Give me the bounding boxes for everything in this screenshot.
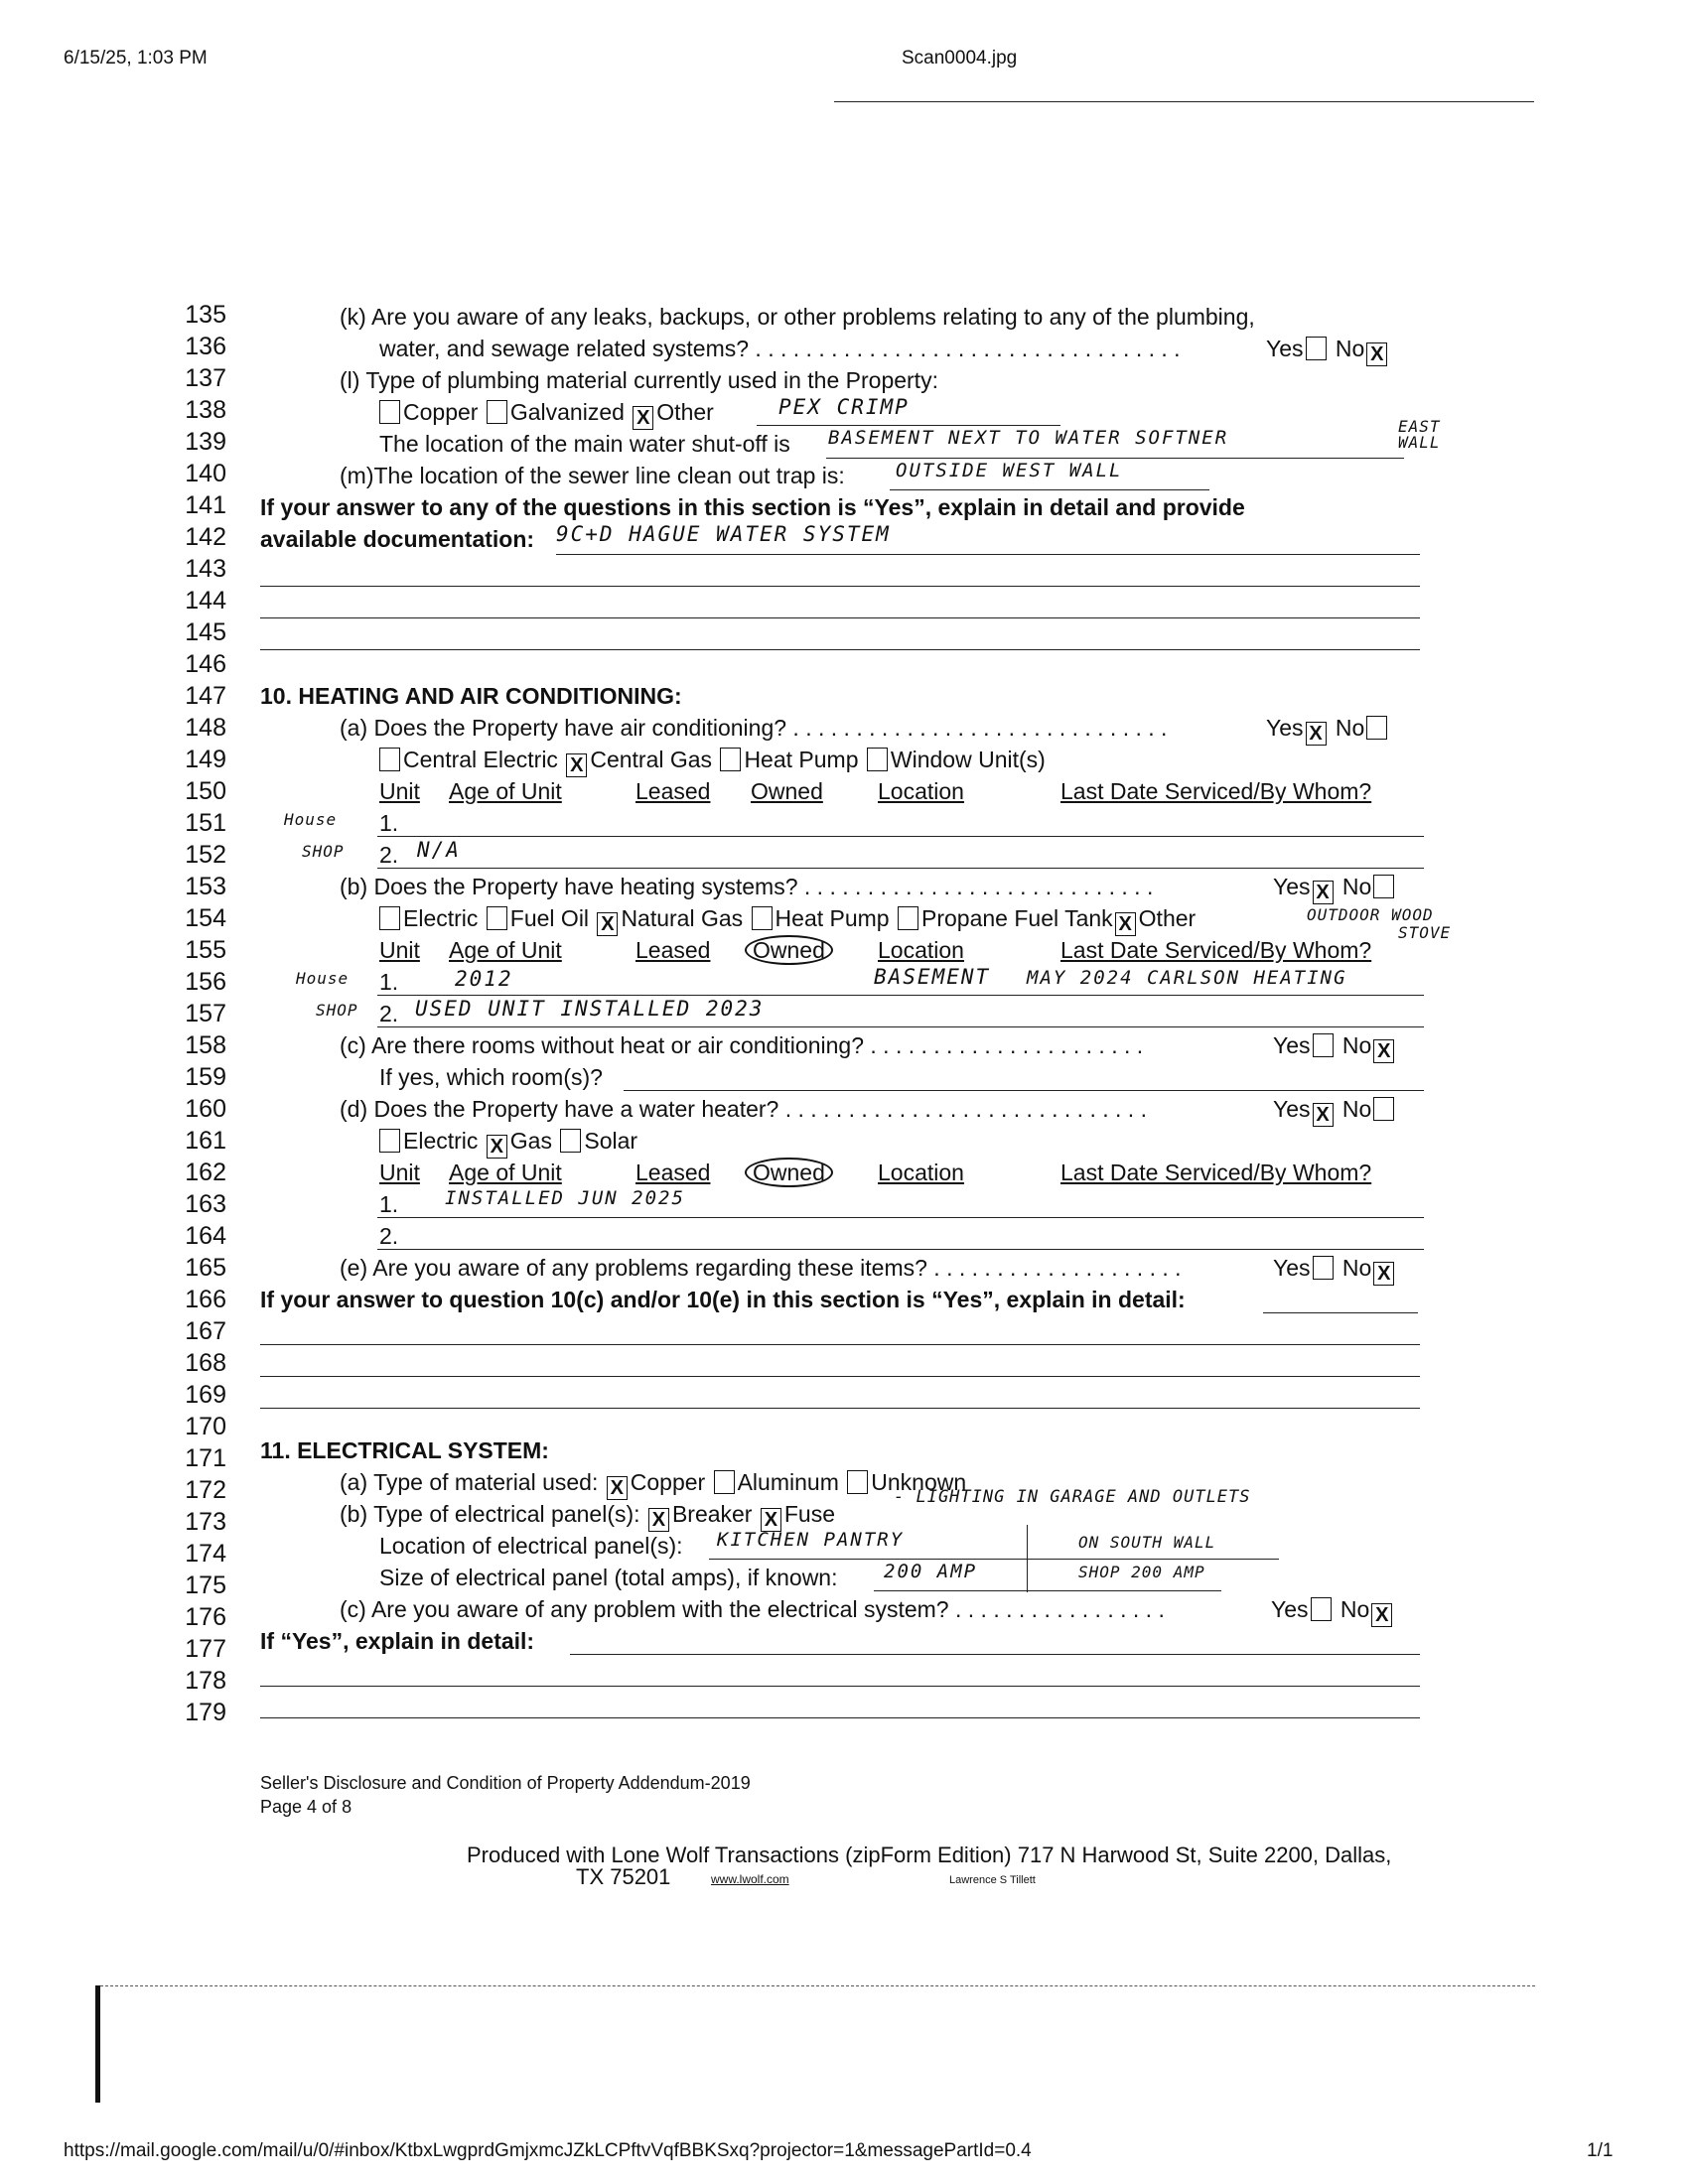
ac-unit1: 1.	[379, 810, 399, 836]
line-number: 161	[185, 1127, 226, 1155]
sewer-cleanout-value: OUTSIDE WEST WALL	[896, 460, 1123, 481]
panel-location-line	[709, 1559, 1279, 1560]
plumbing-other-line	[757, 425, 1060, 426]
central-gas-checkbox[interactable]: X	[566, 753, 587, 777]
explain-line-169	[260, 1408, 1420, 1409]
ac-unit1-line	[377, 836, 1424, 837]
heating-type-options: Electric Fuel Oil X Natural Gas Heat Pump Propane Fuel Tank X Other	[377, 903, 1196, 936]
line-number: 154	[185, 904, 226, 932]
line-number: 172	[185, 1476, 226, 1504]
unknown-wire-checkbox[interactable]	[847, 1470, 868, 1494]
heat-other-checkbox[interactable]: X	[1115, 912, 1136, 936]
section9-explain-line2: available documentation:	[260, 526, 535, 552]
explain-line-177	[570, 1654, 1420, 1655]
copper-wire-checkbox[interactable]: X	[607, 1476, 628, 1500]
explain-line-178	[260, 1686, 1420, 1687]
line-number: 153	[185, 873, 226, 900]
question-10c-yes-no: Yes No X	[1273, 1030, 1397, 1063]
line-number: 169	[185, 1381, 226, 1409]
wh-unit1-line	[377, 1217, 1424, 1218]
panel-location-label: Location of electrical panel(s):	[379, 1533, 683, 1559]
material-options: (a) Type of material used: X Copper Aluminum Unknown	[340, 1469, 967, 1499]
question-m: (m)The location of the sewer line clean out trap is:	[340, 463, 845, 488]
line-number: 139	[185, 428, 226, 456]
explain-line-167	[260, 1344, 1420, 1345]
question-10c: (c) Are there rooms without heat or air conditioning? . . . . . . . . . . . . . . . . . . . . . .	[340, 1032, 1144, 1058]
question-11c-yes-no: Yes No X	[1271, 1594, 1395, 1627]
line-number: 179	[185, 1699, 226, 1726]
10e-yes-checkbox[interactable]	[1313, 1256, 1334, 1280]
11c-yes-checkbox[interactable]	[1311, 1597, 1332, 1621]
line-number: 147	[185, 682, 226, 710]
agent-name: Lawrence S Tillett	[949, 1874, 1036, 1886]
k-yes-checkbox[interactable]	[1306, 337, 1327, 360]
window-unit-checkbox[interactable]	[867, 748, 888, 771]
explain-line-144	[260, 617, 1420, 618]
water-shutoff-line	[826, 458, 1404, 459]
line-number: 137	[185, 364, 226, 392]
line-number: 158	[185, 1031, 226, 1059]
ac-unit2-value: N/A	[417, 838, 461, 862]
panel-divider	[1027, 1525, 1028, 1592]
heat-unit1-line	[377, 995, 1424, 996]
ac-unit2-tag: SHOP	[302, 842, 345, 861]
form-name: Seller's Disclosure and Condition of Property Addendum-2019	[260, 1773, 751, 1793]
wh-unit2-number: 2.	[379, 1223, 399, 1249]
question-10d-yes-no: Yes X No	[1273, 1094, 1397, 1127]
heat-unit2-number: 2.	[379, 1001, 399, 1026]
wh-solar-checkbox[interactable]	[560, 1129, 581, 1153]
line-number: 142	[185, 523, 226, 551]
question-k-line2: water, and sewage related systems? . . . . . . . . . . . . . . . . . . . . . . . . . . . . . . . . . .	[379, 336, 1181, 361]
heat-unit1-location: BASEMENT	[874, 965, 991, 989]
heat-unit2-line	[377, 1026, 1424, 1027]
wh-unit2-line	[377, 1249, 1424, 1250]
heat-unit2-tag: SHOP	[316, 1001, 358, 1020]
10c-no-checkbox[interactable]: X	[1373, 1039, 1394, 1063]
line-number: 155	[185, 936, 226, 964]
line-number: 156	[185, 968, 226, 996]
line-number: 152	[185, 841, 226, 869]
heat-unit1-number: 1.	[379, 969, 399, 995]
10e-no-checkbox[interactable]: X	[1373, 1262, 1394, 1286]
panel-location-value2: ON SOUTH WALL	[1078, 1533, 1216, 1552]
question-10a: (a) Does the Property have air conditioning? . . . . . . . . . . . . . . . . . . . . . . . . . . . . . .	[340, 715, 1168, 741]
10a-no-checkbox[interactable]	[1366, 716, 1387, 740]
section11-explain: If “Yes”, explain in detail:	[260, 1628, 535, 1654]
fuse-checkbox[interactable]: X	[761, 1508, 781, 1532]
ac-type-options: Central Electric X Central Gas Heat Pump Window Unit(s)	[377, 745, 1046, 777]
ac-unit2-line	[377, 868, 1424, 869]
sewer-cleanout-line	[890, 489, 1209, 490]
10b-no-checkbox[interactable]	[1373, 875, 1394, 898]
line-number: 146	[185, 650, 226, 678]
11c-no-checkbox[interactable]: X	[1371, 1603, 1392, 1627]
question-10b: (b) Does the Property have heating systems? . . . . . . . . . . . . . . . . . . . . . . . . . . . .	[340, 874, 1154, 899]
page-number: Page 4 of 8	[260, 1797, 352, 1817]
line-number: 151	[185, 809, 226, 837]
10c-yes-checkbox[interactable]	[1313, 1033, 1334, 1057]
water-shutoff-label: The location of the main water shut-off is	[379, 431, 790, 457]
question-10c-rooms: If yes, which room(s)?	[379, 1064, 603, 1090]
ac-unit1-tag: House	[284, 810, 338, 829]
line-number: 141	[185, 491, 226, 519]
line-number: 162	[185, 1159, 226, 1186]
line-number: 140	[185, 460, 226, 487]
heat-other-value2: STOVE	[1398, 923, 1452, 942]
line-number: 173	[185, 1508, 226, 1536]
explain-line-179	[260, 1717, 1420, 1718]
line-number: 136	[185, 333, 226, 360]
heat-natural-gas-checkbox[interactable]: X	[597, 912, 618, 936]
section10-title: 10. HEATING AND AIR CONDITIONING:	[260, 683, 682, 709]
aluminum-wire-checkbox[interactable]	[714, 1470, 735, 1494]
galvanized-checkbox[interactable]	[487, 400, 507, 424]
panel-size-value: 200 AMP	[884, 1561, 978, 1582]
heat-other-value: OUTDOOR WOOD	[1307, 905, 1434, 924]
print-url: https://mail.google.com/mail/u/0/#inbox/KtbxLwgprdGmjxmcJZkLCPftvVqfBBKSxq?projector=1&messagePartId=0.4	[64, 2140, 1032, 2161]
10d-yes-checkbox[interactable]: X	[1313, 1103, 1334, 1127]
heat-propane-checkbox[interactable]	[898, 906, 918, 930]
scan-left-bar	[95, 1985, 100, 2103]
line-number: 160	[185, 1095, 226, 1123]
question-10e: (e) Are you aware of any problems regarding these items? . . . . . . . . . . . . . . . . . . . .	[340, 1255, 1182, 1281]
wh-unit1-number: 1.	[379, 1191, 399, 1217]
plumbing-material-options: Copper Galvanized X Other	[377, 397, 714, 430]
scan-top-edge	[834, 101, 1534, 102]
line-number: 157	[185, 1000, 226, 1027]
line-number: 135	[185, 301, 226, 329]
heat-unit1-service: MAY 2024 CARLSON HEATING	[1027, 967, 1347, 989]
line-number: 150	[185, 777, 226, 805]
panel-location-value: KITCHEN PANTRY	[717, 1529, 905, 1551]
question-k-line1: (k) Are you aware of any leaks, backups, or other problems relating to any of the plumbing,	[340, 304, 1255, 330]
wh-electric-checkbox[interactable]	[379, 1129, 400, 1153]
10d-no-checkbox[interactable]	[1373, 1097, 1394, 1121]
question-10b-yes-no: Yes X No	[1273, 872, 1397, 904]
other-checkbox[interactable]: X	[633, 406, 653, 430]
question-11c: (c) Are you aware of any problem with the electrical system? . . . . . . . . . . . . . . . . .	[340, 1596, 1165, 1622]
section11-title: 11. ELECTRICAL SYSTEM:	[260, 1437, 549, 1463]
10a-yes-checkbox[interactable]: X	[1306, 722, 1327, 746]
line-number: 163	[185, 1190, 226, 1218]
explain-line-166	[1263, 1312, 1418, 1313]
line-number: 164	[185, 1222, 226, 1250]
line-number: 167	[185, 1317, 226, 1345]
heat-unit1-age: 2012	[455, 967, 513, 991]
water-shutoff-value: BASEMENT NEXT TO WATER SOFTNER	[828, 427, 1229, 449]
line-number: 171	[185, 1444, 226, 1472]
explain-line-143	[260, 586, 1420, 587]
line-number: 177	[185, 1635, 226, 1663]
section10-explain: If your answer to question 10(c) and/or 10(e) in this section is “Yes”, explain in detail:	[260, 1287, 1186, 1312]
central-electric-checkbox[interactable]	[379, 748, 400, 771]
panel-size-value2: SHOP 200 AMP	[1078, 1563, 1205, 1581]
10b-yes-checkbox[interactable]: X	[1313, 881, 1334, 904]
panel-size-line	[874, 1590, 1221, 1591]
heat-electric-checkbox[interactable]	[379, 906, 400, 930]
heat-pump-checkbox[interactable]	[752, 906, 773, 930]
section9-explain-line1: If your answer to any of the questions in this section is “Yes”, explain in detail and provide	[260, 494, 1245, 520]
line-number: 165	[185, 1254, 226, 1282]
line-number: 138	[185, 396, 226, 424]
produced-with-line2: TX 75201	[576, 1864, 671, 1889]
line-number: 170	[185, 1413, 226, 1440]
water-heater-options: Electric X Gas Solar	[377, 1126, 637, 1159]
print-page-count: 1/1	[1587, 2140, 1614, 2161]
print-datetime: 6/15/25, 1:03 PM	[64, 48, 208, 68]
heat-unit1-tag: House	[296, 969, 350, 988]
explain-line-168	[260, 1376, 1420, 1377]
line-number: 145	[185, 618, 226, 646]
line-number: 178	[185, 1667, 226, 1695]
line-number: 174	[185, 1540, 226, 1568]
line-number: 143	[185, 555, 226, 583]
wh-unit1-value: INSTALLED JUN 2025	[445, 1187, 685, 1209]
breaker-checkbox[interactable]: X	[648, 1508, 669, 1532]
line-number: 159	[185, 1063, 226, 1091]
wh-gas-checkbox[interactable]: X	[487, 1135, 507, 1159]
line-number: 148	[185, 714, 226, 742]
heat-pump-checkbox[interactable]	[720, 748, 741, 771]
produced-with: Produced with Lone Wolf Transactions (zipForm Edition) 717 N Harwood St, Suite 2200, Dallas,	[467, 1843, 1392, 1867]
plumbing-other-value: PEX CRIMP	[778, 395, 910, 419]
heat-fuel-oil-checkbox[interactable]	[487, 906, 507, 930]
panel-size-label: Size of electrical panel (total amps), if known:	[379, 1565, 838, 1590]
line-number: 166	[185, 1286, 226, 1313]
fuse-note: - LIGHTING IN GARAGE AND OUTLETS	[894, 1487, 1251, 1507]
k-no-checkbox[interactable]: X	[1366, 342, 1387, 366]
line-number: 175	[185, 1571, 226, 1599]
question-10d: (d) Does the Property have a water heater? . . . . . . . . . . . . . . . . . . . . . . . . . . . . .	[340, 1096, 1147, 1122]
line-number: 176	[185, 1603, 226, 1631]
explain-line-142	[556, 554, 1420, 555]
panel-options: (b) Type of electrical panel(s): X Breaker X Fuse	[340, 1501, 836, 1531]
line-number: 168	[185, 1349, 226, 1377]
copper-checkbox[interactable]	[379, 400, 400, 424]
line-number: 144	[185, 587, 226, 614]
water-shutoff-note: EAST WALL	[1398, 417, 1441, 452]
explain-line-145	[260, 649, 1420, 650]
section9-explain-value: 9C+D HAGUE WATER SYSTEM	[556, 522, 891, 546]
line-number: 149	[185, 746, 226, 773]
rooms-line	[624, 1090, 1424, 1091]
question-10e-yes-no: Yes No X	[1273, 1253, 1397, 1286]
scan-bottom-edge	[95, 1985, 1535, 1986]
question-l: (l) Type of plumbing material currently used in the Property:	[340, 367, 938, 393]
question-10a-yes-no: Yes X No	[1266, 713, 1390, 746]
question-k-yes-no: Yes No X	[1266, 334, 1390, 366]
print-filename: Scan0004.jpg	[902, 48, 1018, 68]
heat-unit2-value: USED UNIT INSTALLED 2023	[415, 997, 765, 1021]
lwolf-link[interactable]: www.lwolf.com	[711, 1872, 789, 1886]
ac-unit2: 2.	[379, 842, 399, 868]
